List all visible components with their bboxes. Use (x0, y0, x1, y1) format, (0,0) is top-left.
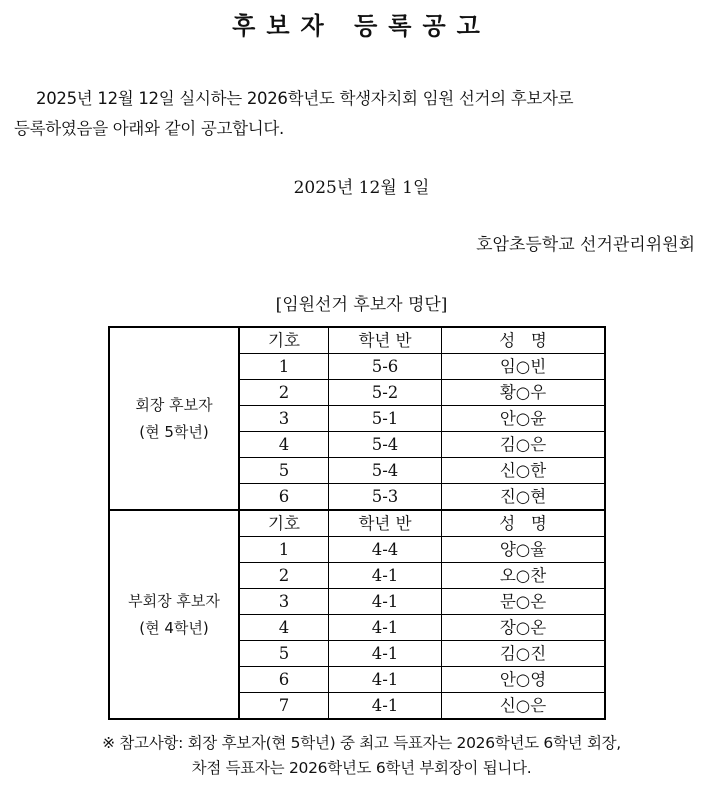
cell-class: 5-3 (329, 484, 442, 511)
group-label-line-1: 회장 후보자 (135, 395, 213, 414)
cell-name: 임○빈 (442, 354, 606, 380)
cell-number: 4 (239, 432, 329, 458)
group-label-vice-president (109, 510, 239, 719)
cell-class: 5-4 (329, 458, 442, 484)
header-number: 기호 (239, 327, 329, 354)
cell-class: 4-1 (329, 615, 442, 641)
cell-number: 7 (239, 693, 329, 720)
cell-number: 5 (239, 641, 329, 667)
table-header-row (109, 510, 605, 537)
group-label-line-2: (현 4학년) (139, 618, 209, 637)
president-section (109, 327, 605, 510)
cell-number: 3 (239, 406, 329, 432)
cell-class: 5-4 (329, 432, 442, 458)
header-name: 성 명 (442, 327, 606, 354)
cell-number: 1 (239, 354, 329, 380)
cell-number: 2 (239, 380, 329, 406)
paragraph-line-1: 2025년 12월 12일 실시하는 2026학년도 학생자치회 임원 선거의 후보자로 (36, 89, 574, 108)
cell-number: 4 (239, 615, 329, 641)
cell-name: 안○윤 (442, 406, 606, 432)
cell-name: 문○온 (442, 589, 606, 615)
cell-number: 2 (239, 563, 329, 589)
paragraph-line-2: 등록하였음을 아래와 같이 공고합니다. (14, 119, 285, 138)
cell-number: 3 (239, 589, 329, 615)
cell-number: 5 (239, 458, 329, 484)
vice-president-section (109, 510, 605, 719)
header-class: 학년 반 (329, 327, 442, 354)
cell-name: 황○우 (442, 380, 606, 406)
cell-class: 5-6 (329, 354, 442, 380)
cell-number: 1 (239, 537, 329, 563)
announcement-date: 2025년 12월 1일 (293, 178, 430, 198)
cell-name: 양○율 (442, 537, 606, 563)
cell-number: 6 (239, 667, 329, 693)
cell-class: 4-1 (329, 641, 442, 667)
cell-class: 5-1 (329, 406, 442, 432)
candidate-list-title: [임원선거 후보자 명단] (275, 295, 448, 315)
cell-class: 4-4 (329, 537, 442, 563)
cell-name: 신○한 (442, 458, 606, 484)
note-line-1: ※ 참고사항: 회장 후보자(현 5학년) 중 최고 득표자는 2026학년도 6학년 회장, (102, 734, 621, 752)
note-line-2: 차점 득표자는 2026학년도 6학년 부회장이 됩니다. (191, 759, 532, 777)
organization-name: 호암초등학교 선거관리위원회 (476, 235, 695, 255)
candidate-table (108, 326, 606, 720)
cell-name: 진○현 (442, 484, 606, 511)
group-label-president (109, 327, 239, 510)
header-class: 학년 반 (329, 510, 442, 537)
announcement-paragraph (14, 84, 714, 144)
cell-name: 안○영 (442, 667, 606, 693)
cell-class: 4-1 (329, 589, 442, 615)
header-number: 기호 (239, 510, 329, 537)
reference-note (0, 731, 723, 781)
cell-name: 오○찬 (442, 563, 606, 589)
cell-class: 4-1 (329, 693, 442, 720)
cell-class: 4-1 (329, 667, 442, 693)
table-header-row (109, 327, 605, 354)
cell-name: 김○진 (442, 641, 606, 667)
group-label-line-1: 부회장 후보자 (128, 591, 220, 610)
cell-name: 장○온 (442, 615, 606, 641)
cell-name: 김○은 (442, 432, 606, 458)
cell-class: 5-2 (329, 380, 442, 406)
document-title: 후보자 등록공고 (232, 11, 491, 40)
group-label-line-2: (현 5학년) (139, 422, 209, 441)
cell-number: 6 (239, 484, 329, 511)
cell-name: 신○은 (442, 693, 606, 720)
header-name: 성 명 (442, 510, 606, 537)
cell-class: 4-1 (329, 563, 442, 589)
